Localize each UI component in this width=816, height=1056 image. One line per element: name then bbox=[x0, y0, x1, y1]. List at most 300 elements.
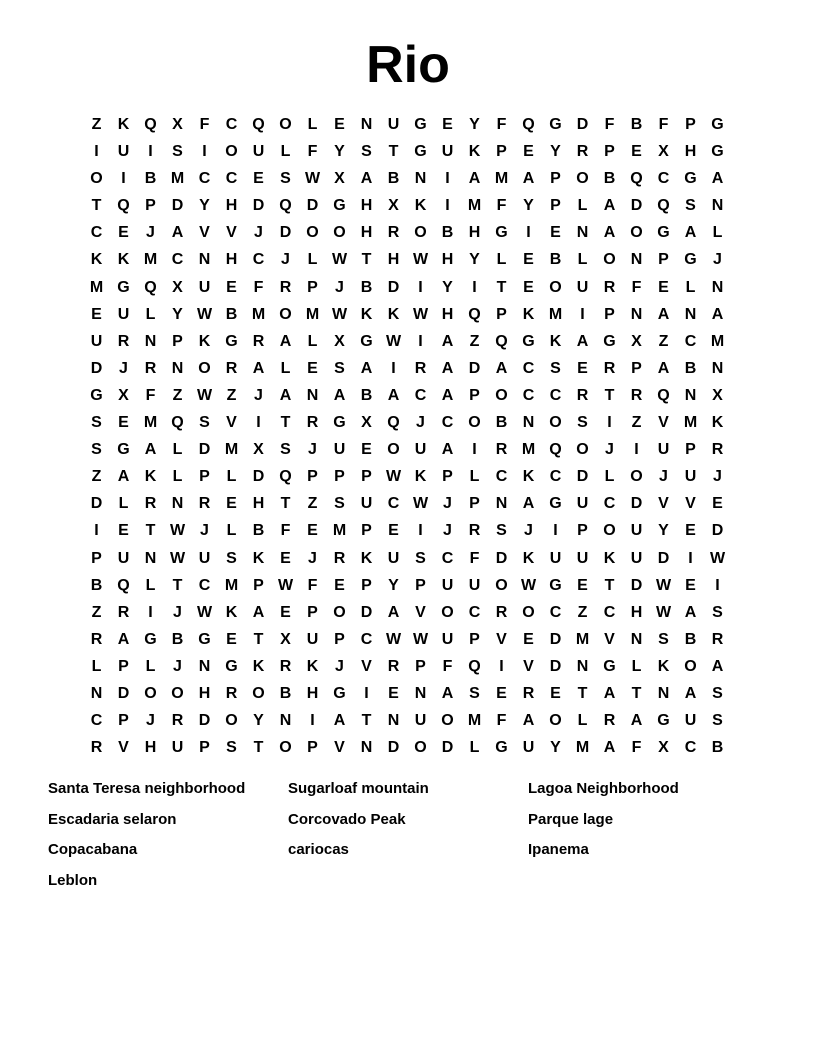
grid-letter: I bbox=[310, 712, 315, 730]
grid-letter: Q bbox=[144, 278, 157, 296]
grid-letter: N bbox=[657, 684, 670, 702]
grid-letter: J bbox=[524, 522, 533, 540]
grid-letter: A bbox=[603, 197, 616, 215]
grid-letter: I bbox=[445, 197, 450, 215]
grid-letter: J bbox=[119, 359, 128, 377]
grid-letter: J bbox=[659, 468, 668, 486]
grid-letter: Q bbox=[117, 197, 130, 215]
grid-letter: P bbox=[469, 630, 480, 648]
grid-letter: L bbox=[307, 116, 318, 133]
grid-letter: V bbox=[226, 224, 237, 242]
grid-letter: M bbox=[575, 630, 590, 648]
grid-letter: N bbox=[90, 684, 103, 702]
grid-letter: B bbox=[279, 684, 292, 702]
grid-letter: G bbox=[684, 170, 697, 188]
grid-letter: V bbox=[415, 603, 426, 621]
grid-letter: J bbox=[173, 603, 182, 621]
grid-letter: E bbox=[712, 495, 723, 513]
grid-letter: D bbox=[387, 739, 400, 757]
grid-letter: B bbox=[711, 739, 724, 757]
grid-letter: W bbox=[709, 549, 726, 567]
grid-letter: T bbox=[388, 143, 399, 161]
grid-letter: D bbox=[252, 468, 265, 486]
grid-letter: A bbox=[657, 359, 670, 377]
grid-letter: X bbox=[658, 739, 669, 757]
grid-letter: R bbox=[468, 522, 481, 540]
grid-letter: A bbox=[522, 170, 535, 188]
grid-letter: W bbox=[277, 576, 294, 594]
grid-letter: B bbox=[90, 576, 103, 594]
grid-letter: K bbox=[414, 197, 427, 215]
grid-letter: U bbox=[333, 441, 346, 459]
grid-letter: U bbox=[441, 576, 454, 594]
grid-letter: D bbox=[711, 522, 724, 540]
word-list-item: Lagoa Neighborhood bbox=[528, 780, 679, 797]
grid-letter: P bbox=[604, 305, 615, 323]
grid-letter: U bbox=[252, 143, 265, 161]
grid-letter: N bbox=[495, 495, 508, 513]
grid-letter: X bbox=[280, 630, 291, 648]
grid-letter: I bbox=[94, 522, 99, 540]
grid-letter: Q bbox=[657, 386, 670, 404]
grid-letter: E bbox=[658, 278, 669, 296]
grid-letter: H bbox=[198, 684, 211, 702]
grid-letter: W bbox=[412, 630, 429, 648]
grid-letter: N bbox=[630, 305, 643, 323]
grid-letter: J bbox=[443, 522, 452, 540]
grid-letter: O bbox=[684, 657, 697, 675]
grid-letter: E bbox=[226, 495, 237, 513]
grid-letter: T bbox=[604, 386, 615, 404]
grid-letter: P bbox=[334, 468, 345, 486]
grid-letter: L bbox=[280, 143, 291, 161]
grid-letter: U bbox=[684, 712, 697, 730]
grid-letter: A bbox=[144, 441, 157, 459]
grid-letter: C bbox=[171, 251, 184, 269]
grid-letter: U bbox=[630, 549, 643, 567]
grid-letter: U bbox=[387, 116, 400, 133]
grid-letter: X bbox=[253, 441, 264, 459]
grid-letter: P bbox=[172, 332, 183, 350]
grid-letter: Y bbox=[469, 116, 480, 133]
grid-letter: K bbox=[198, 332, 211, 350]
grid-letter: P bbox=[658, 251, 669, 269]
grid-letter: D bbox=[360, 603, 373, 621]
grid-letter: L bbox=[280, 359, 291, 377]
grid-letter: J bbox=[713, 468, 722, 486]
grid-letter: N bbox=[171, 359, 184, 377]
grid-letter: R bbox=[576, 386, 589, 404]
grid-letter: C bbox=[684, 332, 697, 350]
grid-letter: E bbox=[118, 414, 129, 432]
grid-letter: N bbox=[360, 116, 373, 133]
grid-letter: E bbox=[253, 170, 264, 188]
grid-letter: C bbox=[198, 576, 211, 594]
word-list-item: cariocas bbox=[288, 841, 349, 858]
grid-letter: I bbox=[688, 549, 693, 567]
grid-letter: G bbox=[549, 116, 562, 133]
grid-letter: F bbox=[199, 116, 210, 133]
grid-letter: Y bbox=[550, 739, 561, 757]
grid-letter: C bbox=[522, 386, 535, 404]
grid-letter: D bbox=[630, 495, 643, 513]
grid-letter: K bbox=[414, 468, 427, 486]
grid-letter: N bbox=[684, 386, 697, 404]
grid-letter: W bbox=[169, 549, 186, 567]
grid-letter: N bbox=[198, 657, 211, 675]
grid-letter: M bbox=[143, 251, 158, 269]
grid-letter: L bbox=[577, 251, 588, 269]
grid-letter: O bbox=[279, 305, 292, 323]
grid-letter: A bbox=[333, 712, 346, 730]
grid-letter: X bbox=[172, 278, 183, 296]
grid-letter: V bbox=[334, 739, 345, 757]
grid-letter: G bbox=[198, 630, 211, 648]
grid-letter: J bbox=[335, 657, 344, 675]
grid-letter: C bbox=[549, 468, 562, 486]
grid-letter: N bbox=[684, 305, 697, 323]
grid-letter: E bbox=[685, 522, 696, 540]
grid-letter: D bbox=[468, 359, 481, 377]
grid-letter: S bbox=[361, 143, 372, 161]
grid-letter: Y bbox=[334, 143, 345, 161]
grid-letter: M bbox=[548, 305, 563, 323]
word-list-item: Leblon bbox=[48, 871, 98, 889]
grid-letter: J bbox=[146, 712, 155, 730]
grid-letter: W bbox=[196, 305, 213, 323]
grid-letter: L bbox=[145, 657, 156, 675]
grid-letter: M bbox=[467, 712, 482, 730]
grid-letter: E bbox=[388, 684, 399, 702]
grid-letter: A bbox=[360, 359, 373, 377]
grid-letter: N bbox=[576, 224, 589, 242]
grid-letter: O bbox=[495, 576, 508, 594]
grid-letter: E bbox=[577, 359, 588, 377]
grid-letter: O bbox=[441, 712, 454, 730]
grid-letter: S bbox=[550, 359, 561, 377]
grid-letter: A bbox=[252, 603, 265, 621]
grid-letter: C bbox=[225, 116, 238, 133]
grid-letter: I bbox=[391, 359, 396, 377]
grid-letter: P bbox=[307, 278, 318, 296]
grid-letter: L bbox=[307, 332, 318, 350]
grid-letter: R bbox=[630, 386, 643, 404]
grid-letter: P bbox=[118, 657, 129, 675]
grid-letter: U bbox=[387, 549, 400, 567]
grid-letter: U bbox=[117, 143, 130, 161]
grid-letter: A bbox=[387, 386, 400, 404]
grid-letter: V bbox=[118, 739, 129, 757]
grid-letter: B bbox=[144, 170, 157, 188]
grid-letter: E bbox=[523, 630, 534, 648]
grid-letter: L bbox=[118, 495, 129, 513]
grid-letter: S bbox=[658, 630, 669, 648]
grid-letter: F bbox=[658, 116, 669, 133]
grid-letter: D bbox=[198, 441, 211, 459]
grid-letter: O bbox=[522, 603, 535, 621]
grid-letter: F bbox=[496, 116, 507, 133]
grid-letter: B bbox=[360, 278, 373, 296]
word-list-item: Corcovado Peak bbox=[288, 810, 406, 828]
grid-letter: S bbox=[712, 603, 723, 621]
grid-letter: V bbox=[496, 630, 507, 648]
grid-letter: D bbox=[90, 495, 103, 513]
grid-letter: G bbox=[414, 116, 427, 133]
grid-letter: C bbox=[198, 170, 211, 188]
grid-letter: R bbox=[171, 712, 184, 730]
grid-letter: G bbox=[333, 414, 346, 432]
grid-letter: I bbox=[634, 441, 639, 459]
grid-letter: W bbox=[331, 305, 348, 323]
letter-grid bbox=[83, 111, 731, 761]
grid-letter: I bbox=[715, 576, 720, 594]
grid-letter: O bbox=[549, 278, 562, 296]
grid-letter: G bbox=[657, 712, 670, 730]
grid-letter: C bbox=[252, 251, 265, 269]
grid-letter: Y bbox=[442, 278, 453, 296]
grid-letter: I bbox=[418, 278, 423, 296]
grid-letter: R bbox=[90, 630, 103, 648]
grid-letter: L bbox=[496, 251, 507, 269]
grid-letter: Y bbox=[658, 522, 669, 540]
grid-letter: Z bbox=[631, 414, 642, 432]
grid-letter: E bbox=[280, 603, 291, 621]
grid-letter: P bbox=[361, 576, 372, 594]
grid-letter: Q bbox=[171, 414, 184, 432]
grid-letter: P bbox=[469, 495, 480, 513]
grid-letter: U bbox=[441, 630, 454, 648]
grid-letter: D bbox=[495, 549, 508, 567]
grid-letter: G bbox=[549, 495, 562, 513]
grid-letter: H bbox=[144, 739, 157, 757]
grid-letter: O bbox=[576, 170, 589, 188]
grid-letter: O bbox=[603, 522, 616, 540]
grid-letter: U bbox=[522, 739, 535, 757]
grid-letter: G bbox=[711, 116, 724, 133]
grid-letter: E bbox=[226, 278, 237, 296]
grid-letter: U bbox=[414, 441, 427, 459]
grid-letter: P bbox=[496, 143, 507, 161]
grid-letter: B bbox=[360, 386, 373, 404]
grid-letter: C bbox=[414, 386, 427, 404]
grid-letter: I bbox=[580, 305, 585, 323]
grid-letter: P bbox=[307, 603, 318, 621]
grid-letter: D bbox=[576, 116, 589, 133]
grid-letter: E bbox=[118, 224, 129, 242]
grid-letter: Q bbox=[279, 468, 292, 486]
grid-letter: M bbox=[683, 414, 698, 432]
grid-letter: R bbox=[495, 441, 508, 459]
grid-letter: B bbox=[684, 630, 697, 648]
grid-letter: G bbox=[90, 386, 103, 404]
grid-letter: P bbox=[685, 441, 696, 459]
grid-letter: P bbox=[631, 359, 642, 377]
grid-letter: R bbox=[279, 657, 292, 675]
grid-letter: N bbox=[360, 739, 373, 757]
grid-letter: N bbox=[414, 170, 427, 188]
grid-letter: V bbox=[523, 657, 534, 675]
grid-letter: W bbox=[412, 251, 429, 269]
grid-letter: J bbox=[605, 441, 614, 459]
grid-letter: V bbox=[658, 414, 669, 432]
grid-letter: W bbox=[196, 603, 213, 621]
grid-letter: E bbox=[91, 305, 102, 323]
grid-letter: N bbox=[279, 712, 292, 730]
grid-letter: S bbox=[712, 712, 723, 730]
grid-letter: R bbox=[198, 495, 211, 513]
grid-letter: X bbox=[388, 197, 399, 215]
grid-letter: S bbox=[172, 143, 183, 161]
grid-letter: U bbox=[441, 143, 454, 161]
grid-letter: I bbox=[445, 170, 450, 188]
grid-letter: S bbox=[685, 197, 696, 215]
grid-letter: L bbox=[91, 657, 102, 675]
grid-letter: O bbox=[549, 414, 562, 432]
grid-letter: L bbox=[145, 305, 156, 323]
grid-letter: K bbox=[252, 549, 265, 567]
grid-letter: D bbox=[306, 197, 319, 215]
grid-letter: N bbox=[630, 630, 643, 648]
grid-letter: O bbox=[171, 684, 184, 702]
grid-letter: T bbox=[280, 495, 291, 513]
grid-letter: E bbox=[496, 684, 507, 702]
grid-letter: A bbox=[684, 684, 697, 702]
grid-letter: Q bbox=[657, 197, 670, 215]
grid-letter: D bbox=[630, 576, 643, 594]
grid-letter: R bbox=[252, 332, 265, 350]
grid-letter: K bbox=[117, 251, 130, 269]
grid-letter: K bbox=[360, 549, 373, 567]
grid-letter: P bbox=[307, 468, 318, 486]
grid-letter: R bbox=[603, 712, 616, 730]
grid-letter: E bbox=[631, 143, 642, 161]
grid-letter: K bbox=[711, 414, 724, 432]
grid-letter: R bbox=[279, 278, 292, 296]
grid-letter: Q bbox=[117, 576, 130, 594]
grid-letter: H bbox=[441, 251, 454, 269]
grid-letter: K bbox=[225, 603, 238, 621]
grid-letter: E bbox=[388, 522, 399, 540]
grid-letter: K bbox=[360, 305, 373, 323]
grid-letter: C bbox=[549, 386, 562, 404]
grid-letter: B bbox=[549, 251, 562, 269]
grid-letter: S bbox=[280, 441, 291, 459]
grid-letter: P bbox=[253, 576, 264, 594]
grid-letter: D bbox=[549, 657, 562, 675]
grid-letter: M bbox=[575, 739, 590, 757]
grid-letter: S bbox=[226, 549, 237, 567]
grid-letter: R bbox=[144, 495, 157, 513]
grid-letter: I bbox=[499, 657, 504, 675]
grid-letter: L bbox=[307, 251, 318, 269]
grid-letter: J bbox=[713, 251, 722, 269]
grid-letter: W bbox=[385, 630, 402, 648]
grid-letter: A bbox=[171, 224, 184, 242]
grid-letter: N bbox=[144, 332, 157, 350]
grid-letter: P bbox=[496, 305, 507, 323]
grid-letter: R bbox=[522, 684, 535, 702]
grid-letter: F bbox=[496, 712, 507, 730]
grid-letter: D bbox=[576, 468, 589, 486]
grid-letter: Z bbox=[91, 116, 102, 133]
grid-letter: D bbox=[387, 278, 400, 296]
grid-letter: N bbox=[711, 359, 724, 377]
grid-letter: C bbox=[441, 549, 454, 567]
grid-letter: C bbox=[90, 712, 103, 730]
grid-letter: G bbox=[144, 630, 157, 648]
grid-letter: F bbox=[307, 143, 318, 161]
grid-letter: T bbox=[172, 576, 183, 594]
grid-letter: J bbox=[200, 522, 209, 540]
grid-letter: G bbox=[225, 657, 238, 675]
grid-letter: G bbox=[225, 332, 238, 350]
grid-letter: B bbox=[387, 170, 400, 188]
grid-letter: E bbox=[523, 143, 534, 161]
grid-letter: T bbox=[145, 522, 156, 540]
grid-letter: Z bbox=[658, 332, 669, 350]
grid-letter: P bbox=[415, 657, 426, 675]
grid-letter: S bbox=[91, 441, 102, 459]
grid-letter: K bbox=[90, 251, 103, 269]
grid-letter: O bbox=[468, 414, 481, 432]
grid-letter: L bbox=[685, 278, 696, 296]
grid-letter: E bbox=[442, 116, 453, 133]
grid-letter: K bbox=[603, 549, 616, 567]
grid-letter: H bbox=[306, 684, 319, 702]
grid-letter: E bbox=[307, 359, 318, 377]
grid-letter: I bbox=[472, 441, 477, 459]
grid-letter: Z bbox=[91, 468, 102, 486]
grid-letter: C bbox=[468, 603, 481, 621]
grid-letter: L bbox=[469, 739, 480, 757]
grid-letter: D bbox=[549, 630, 562, 648]
grid-letter: O bbox=[198, 359, 211, 377]
grid-letter: N bbox=[522, 414, 535, 432]
grid-letter: C bbox=[387, 495, 400, 513]
grid-letter: B bbox=[441, 224, 454, 242]
grid-letter: R bbox=[711, 441, 724, 459]
grid-letter: I bbox=[256, 414, 261, 432]
grid-letter: U bbox=[198, 549, 211, 567]
grid-letter: C bbox=[360, 630, 373, 648]
grid-letter: X bbox=[631, 332, 642, 350]
grid-letter: N bbox=[171, 495, 184, 513]
grid-letter: P bbox=[469, 386, 480, 404]
grid-letter: H bbox=[225, 251, 238, 269]
grid-letter: O bbox=[306, 224, 319, 242]
grid-letter: G bbox=[495, 224, 508, 242]
grid-letter: G bbox=[603, 657, 616, 675]
grid-letter: A bbox=[441, 441, 454, 459]
grid-letter: T bbox=[577, 684, 588, 702]
grid-letter: A bbox=[387, 603, 400, 621]
grid-letter: I bbox=[148, 143, 153, 161]
grid-letter: A bbox=[603, 684, 616, 702]
grid-letter: P bbox=[361, 468, 372, 486]
grid-letter: Y bbox=[199, 197, 210, 215]
grid-letter: G bbox=[522, 332, 535, 350]
grid-letter: V bbox=[604, 630, 615, 648]
grid-letter: A bbox=[117, 630, 130, 648]
grid-letter: K bbox=[522, 549, 535, 567]
grid-letter: M bbox=[467, 197, 482, 215]
grid-letter: U bbox=[576, 278, 589, 296]
grid-letter: F bbox=[469, 549, 480, 567]
grid-letter: L bbox=[226, 468, 237, 486]
grid-letter: V bbox=[361, 657, 372, 675]
grid-letter: W bbox=[520, 576, 537, 594]
grid-letter: D bbox=[441, 739, 454, 757]
